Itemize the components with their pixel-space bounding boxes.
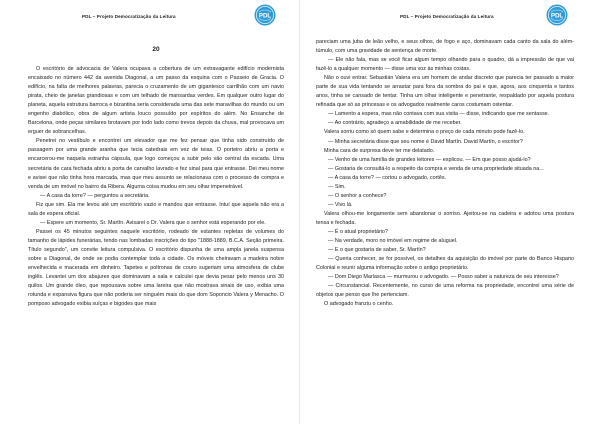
paragraph: — O senhor a conhece?	[328, 192, 387, 199]
paragraph: — A casa da torre? — cortou o advogado, cortês.	[328, 174, 447, 181]
paragraph: — Venho de uma família de grandes leitores — explicou. — Em que posso ajudá-lo?	[328, 156, 531, 163]
paragraph: — Sim.	[328, 183, 346, 190]
paragraph: Penetrei no vestíbulo e encontrei um elevador que me fez pensar que tinha sido construído de passagem por uma grande aranha que tecia catedrais em vez de teias. O porteiro abriu a porta e encarcerou-me naquela estranha cápsula, que logo começou a subir pelo vão central da escada. Uma secretária de cara fechada abriu a porta de carvalho lavrado e fez sinal para que entrasse. Dei meu nome e avisei que não tinha hora marcada, mas que meu assunto se relacionava com o processo de compra e venda de um imóvel no bairro da Ribera. Alguma coisa mudou em seu olhar impenetrável.	[28, 138, 284, 190]
paragraph: O escritório de advocacia de Valera ocupava a cobertura de um extravagante edifício modernista encaixado no número 442 da avenida Diagonal, a um passo da esquina com o Passeio de Gracia. O edifício, na falta de melhores palavras, parecia o cruzamento de um gigantesco carrilhão com um navio pirata, cheio de janelas grandiosas e com um telhado de mansardas verdes. Em qualquer outro lugar do planeta, aquela estrutura barroca e bizantina seria considerada uma das sete maravilhas do mundo ou um engenho diabólico, obra de algum artista louco possuído por espíritos do além. No Ensanche de Barcelona, onde peças similares brotavam por todo lado como trevos depois da chuva, mal provocava um erguer de sobrancelhas.	[28, 66, 284, 136]
page-number: 20	[152, 46, 160, 53]
page-header	[316, 0, 574, 26]
paragraph: — Dom Diego Marlasca — murmurou o advogado. — Posso saber a natureza de seu interesse?	[328, 274, 559, 281]
paragraph: pareciam uma juba de leão velho, e seus olhos, de fogo e aço, dominavam cada canto da sala do além-túmulo, com uma gravidade de sentença de morte.	[316, 39, 574, 55]
paragraph: Fiz que sim. Ela me levou até um escritório vazio e mandou que entrasse. Intuí que aquela não era a sala de espera oficial.	[28, 201, 284, 217]
paragraph: Minha cara de surpresa deve ter me delatado.	[324, 147, 435, 154]
paragraph: — Na verdade, moro no imóvel em regime de aluguel.	[328, 238, 458, 245]
paragraph: — Ao contrário, agradeço a amabilidade de me receber.	[328, 120, 462, 127]
pdl-logo-icon	[254, 4, 276, 26]
paragraph: — Espere um momento, Sr. Martín. Avisarei o Dr. Valera que o senhor está esperando por ele.	[40, 219, 266, 226]
page-header	[28, 0, 284, 26]
paragraph: O advogado franziu o cenho.	[324, 301, 394, 308]
right-page-body	[316, 26, 574, 309]
paragraph: — Gostaria de consultá-lo a respeito da compra e venda de uma propriedade situada na...	[328, 165, 544, 172]
right-page	[300, 0, 600, 424]
paragraph: — É o atual proprietário?	[328, 228, 388, 235]
paragraph: Passei os 45 minutos seguintes naquele escritório, rodeado de estantes repletas de volumes do tamanho de lápides funerárias, tendo nas lombadas inscrições do tipo "1888-1889, B.C.A. Seção primeira. Título segundo", um convite leitura compulsiva. O escritório dispunha de uma ampla janela suspensa sobre a Diagonal, de onde se podia contemplar toda a cidade. Os móveis cheiravam a madeira nobre envelhecida e macerada em dinheiro. Tapetes e poltronas de couro sugeriam uma atmosfera de clube inglês. Levantei um dos abajures que dominavam a sala e calculei que devia pesar pelo menos uns 30 quilos. Um grande óleo, que repousava sobre uma lareira que não mostrava sinais de uso, exibia uma rotunda e expansiva figura que não poderia ser ninguém mais do que dom Soponcio Valera y Menacho. O pomposo advogado exibia suíças e bigodes que mais	[28, 228, 284, 308]
paragraph: — Vivo lá.	[328, 201, 353, 208]
paragraph: — Circunstancial. Recentemente, no curso de uma reforma na propriedade, encontrei uma série de objetos que penso que lhe pertenciam.	[316, 283, 574, 299]
paragraph: — Ele não fala, mas se você ficar algum tempo olhando para o quadro, dá a impressão de que vai fazê-lo a qualquer momento — disse uma voz às minhas costas.	[316, 57, 574, 73]
logo-text: PDL	[550, 12, 564, 20]
header-title: PDL – Projeto Democratização da Leitura	[400, 14, 494, 19]
logo-text: PDL	[258, 12, 272, 20]
paragraph: Valera olhou-me longamente sem abandonar o sorriso. Ajeitou-se na cadeira e adotou uma postura tensa e fechada.	[316, 210, 574, 226]
paragraph: — Lamento a espera, mas não contava com sua visita — disse, indicando que me sentasse.	[328, 111, 550, 118]
paragraph: Valera sorriu como só quem sabe e determina o preço de cada minuto pode fazê-lo.	[324, 129, 525, 136]
paragraph: — Minha secretária disse que seu nome é David Martín. David Martín, o escritor?	[328, 138, 523, 145]
paragraph: Não o ouvi entrar. Sebastián Valera era um homem de andar discreto que parecia ter passado a maior parte de sua vida tentando se arrastar para fora da sombra do pai e que, agora, aos cinquenta e tantos anos, tinha se cansado de tentar. Tinha um olhar inteligente e penetrante, respaldado por aquela postura refinada que só as princesas e os advogados realmente caros costumam ostentar.	[316, 75, 574, 109]
paragraph: — E o que gostaria de saber, Sr. Martín?	[328, 247, 426, 254]
pdl-logo-icon	[546, 4, 568, 26]
paragraph: — Queria conhecer, se for possível, os detalhes da aquisição do imóvel por parte do Banco Hispano Colonial e reunir alguma informação sobre o antigo proprietário.	[316, 256, 574, 272]
paragraph: — A casa da torre? — perguntou a secretária.	[40, 192, 150, 199]
header-title: PDL – Projeto Democratização da Leitura	[82, 14, 176, 19]
